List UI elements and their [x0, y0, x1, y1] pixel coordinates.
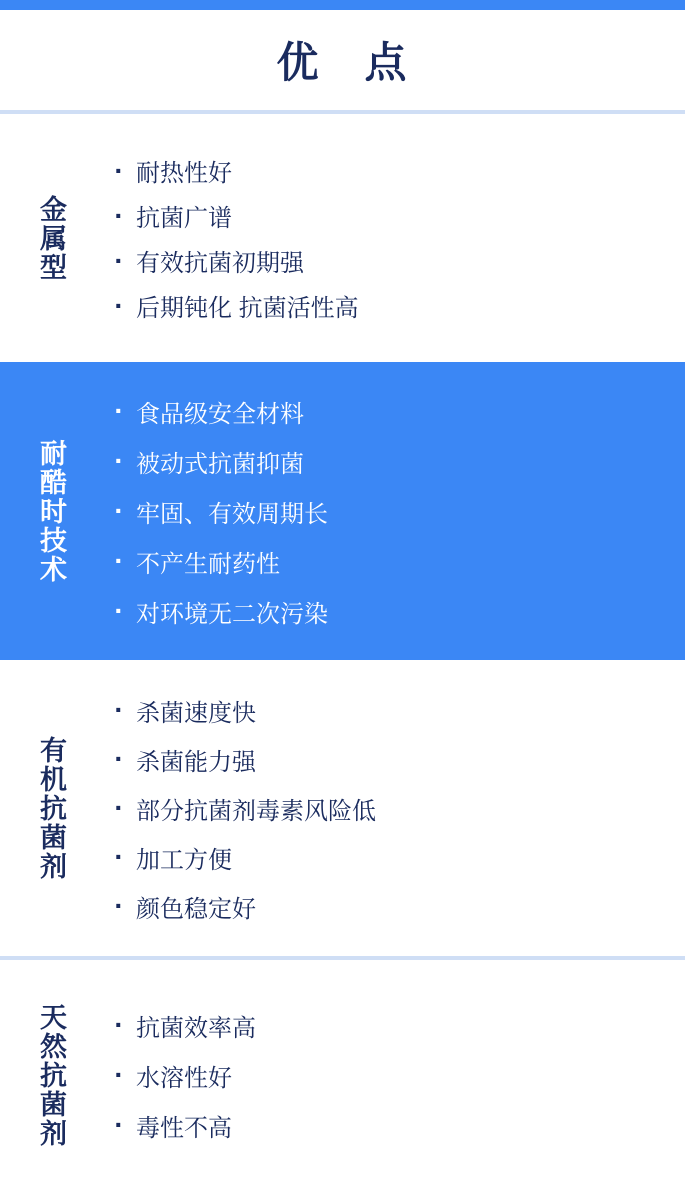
page-title: 优 点	[276, 39, 409, 86]
list-item-text: 牢固、有效周期长	[136, 500, 328, 528]
bullet-icon: ·	[114, 1009, 124, 1040]
list-item-text: 对环境无二次污染	[136, 600, 328, 628]
section-naikushi-technology	[0, 362, 685, 660]
bullet-icon: ·	[114, 199, 124, 231]
section-label-column	[0, 114, 102, 362]
section-organic-antibacterial	[0, 660, 685, 956]
list-item-text: 不产生耐药性	[136, 550, 280, 578]
section-items	[102, 660, 685, 956]
bullet-icon: ·	[114, 154, 124, 186]
section-natural-antibacterial	[0, 960, 685, 1190]
list-item	[108, 735, 685, 784]
bullet-icon: ·	[114, 841, 124, 872]
list-item	[108, 148, 685, 193]
bullet-icon: ·	[114, 244, 124, 276]
list-item	[108, 283, 685, 328]
list-item	[108, 386, 685, 436]
list-item	[108, 536, 685, 586]
table-header	[0, 10, 685, 110]
list-item	[108, 586, 685, 636]
list-item	[108, 486, 685, 536]
bullet-icon: ·	[114, 890, 124, 921]
section-items	[102, 960, 685, 1190]
bullet-icon: ·	[114, 289, 124, 321]
section-items	[102, 114, 685, 362]
top-accent-bar	[0, 0, 685, 10]
list-item	[108, 1050, 685, 1100]
list-item-text: 杀菌速度快	[136, 699, 256, 727]
list-item-text: 毒性不高	[136, 1114, 232, 1142]
list-item-text: 有效抗菌初期强	[136, 250, 304, 277]
list-item-text: 抗菌效率高	[136, 1014, 256, 1042]
list-item-text: 被动式抗菌抑菌	[136, 450, 304, 478]
list-item-text: 加工方便	[136, 846, 232, 874]
section-label-column	[0, 660, 102, 956]
list-item-text: 耐热性好	[136, 160, 232, 187]
list-item-text: 水溶性好	[136, 1064, 232, 1092]
list-item	[108, 436, 685, 486]
section-label-column	[0, 960, 102, 1190]
bullet-icon: ·	[114, 792, 124, 823]
list-item	[108, 882, 685, 931]
bullet-icon: ·	[114, 694, 124, 725]
bullet-icon: ·	[114, 1109, 124, 1140]
section-metal-type	[0, 114, 685, 362]
list-item	[108, 193, 685, 238]
list-item	[108, 238, 685, 283]
list-item	[108, 833, 685, 882]
section-label: 天然抗菌剂	[36, 1002, 66, 1148]
list-item	[108, 1100, 685, 1150]
section-label-column	[0, 362, 102, 660]
list-item-text: 抗菌广谱	[136, 205, 232, 232]
bullet-icon: ·	[114, 545, 124, 576]
bullet-icon: ·	[114, 445, 124, 476]
bullet-icon: ·	[114, 595, 124, 626]
bullet-icon: ·	[114, 495, 124, 526]
list-item-text: 后期钝化 抗菌活性高	[136, 295, 359, 322]
section-label: 金属型	[36, 194, 66, 282]
section-items	[102, 362, 685, 660]
list-item-text: 杀菌能力强	[136, 748, 256, 776]
list-item-text: 颜色稳定好	[136, 895, 256, 923]
list-item-text: 部分抗菌剂毒素风险低	[136, 797, 376, 825]
bullet-icon: ·	[114, 395, 124, 426]
list-item-text: 食品级安全材料	[136, 400, 304, 428]
list-item	[108, 686, 685, 735]
section-label: 耐酷时技术	[36, 438, 66, 584]
list-item	[108, 1000, 685, 1050]
list-item	[108, 784, 685, 833]
bullet-icon: ·	[114, 1059, 124, 1090]
bullet-icon: ·	[114, 743, 124, 774]
section-label: 有机抗菌剂	[36, 735, 66, 881]
